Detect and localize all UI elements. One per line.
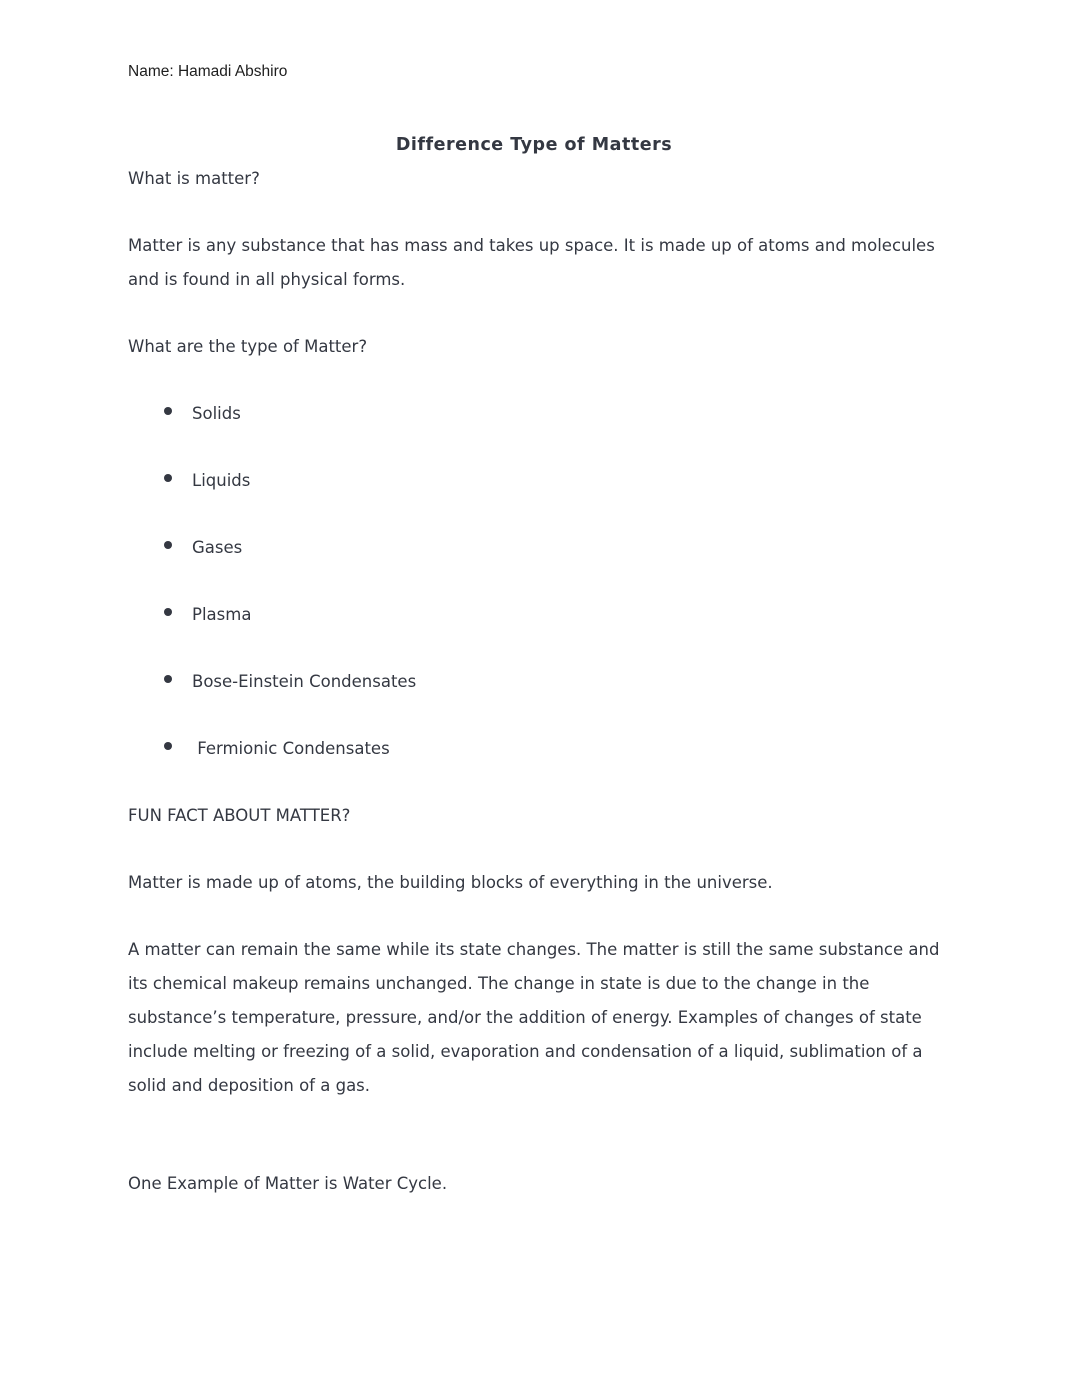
bullet-icon — [164, 608, 172, 616]
list-item-label: Plasma — [192, 605, 252, 624]
list-item-label: Gases — [192, 538, 243, 557]
list-item-label: Liquids — [192, 471, 251, 490]
question-what-is-matter: What is matter? — [128, 169, 260, 188]
state-change-paragraph: A matter can remain the same while its state changes. The matter is still the same substance and its chemical makeup remains unchanged. The change in state is due to the change in the substance’s temperature, pressure, and/or the addition of energy. Examples of changes of state include melting or freezing of a solid, evaporation and condensation of a liquid, sublimation of a solid and deposition of a gas. — [128, 940, 940, 1095]
bullet-icon — [164, 541, 172, 549]
bullet-icon — [164, 675, 172, 683]
list-item-label: Bose-Einstein Condensates — [192, 672, 417, 691]
list-item-solids — [164, 397, 940, 431]
list-item-label: Solids — [192, 404, 241, 423]
list-item-label: Fermionic Condensates — [192, 739, 390, 758]
list-item-plasma — [164, 598, 940, 632]
bullet-icon — [164, 742, 172, 750]
bullet-icon — [164, 407, 172, 415]
student-name-line: Name: Hamadi Abshiro — [128, 63, 288, 80]
matter-types-list — [128, 397, 940, 766]
list-item-fermionic-condensates — [164, 732, 940, 766]
list-item-liquids — [164, 464, 940, 498]
list-item-bose-einstein-condensates — [164, 665, 940, 699]
document-title: Difference Type of Matters — [395, 135, 673, 155]
bullet-icon — [164, 474, 172, 482]
fun-fact-paragraph: Matter is made up of atoms, the building blocks of everything in the universe. — [128, 873, 773, 892]
question-types-of-matter: What are the type of Matter? — [128, 337, 368, 356]
intro-paragraph: Matter is any substance that has mass and takes up space. It is made up of atoms and molecules and is found in all physical forms. — [128, 236, 935, 289]
example-line: One Example of Matter is Water Cycle. — [128, 1174, 448, 1193]
list-item-gases — [164, 531, 940, 565]
fun-fact-heading: FUN FACT ABOUT MATTER? — [128, 806, 351, 825]
